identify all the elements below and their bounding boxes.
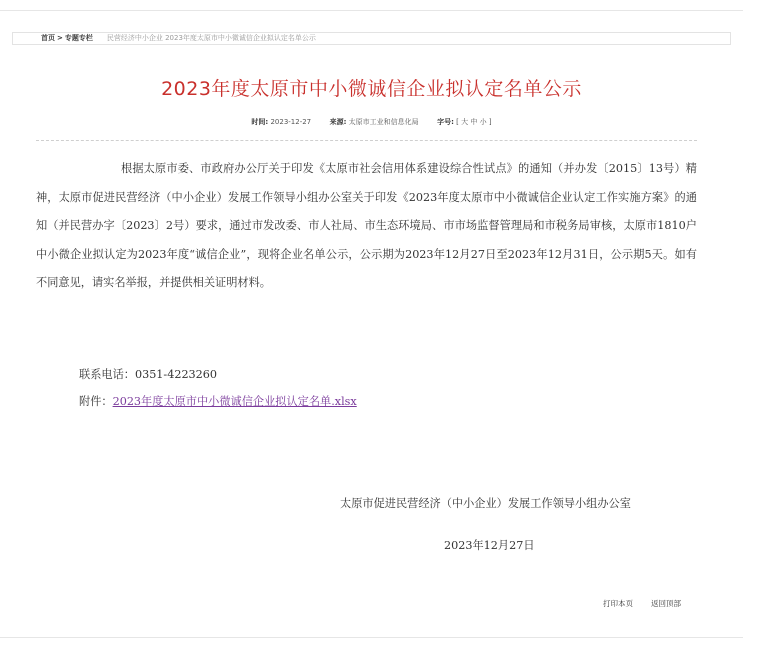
breadcrumb-current: 民营经济中小企业 2023年度太原市中小微诚信企业拟认定名单公示 bbox=[106, 34, 316, 42]
time-label: 时间: bbox=[251, 118, 269, 126]
source-label: 来源: bbox=[329, 118, 347, 126]
signature-date: 2023年12月27日 bbox=[444, 539, 535, 552]
font-size-close-bracket: ] bbox=[488, 118, 492, 126]
font-size-large-button[interactable]: 大 bbox=[461, 118, 469, 126]
font-size-medium-button[interactable]: 中 bbox=[470, 118, 478, 126]
footer-links bbox=[603, 598, 681, 609]
print-page-button[interactable]: 打印本页 bbox=[603, 599, 633, 608]
article-title: 2023年度太原市中小微诚信企业拟认定名单公示 bbox=[161, 78, 582, 100]
body-paragraph: 根据太原市委、市政府办公厅关于印发《太原市社会信用体系建设综合性试点》的通知（并办发〔2015〕13号）精神，太原市促进民营经济（中小企业）发展工作领导小组办公室关于印发《2023年度太原市中小微诚信企业认定工作实施方案》的通知（并民营办字〔2023〕2号）要求，通过市发改委、市人社局、市生态环境局、市市场监督管理局和市税务局审核，太原市1810户中小微企业拟认定为2023年度“诚信企业”，现将企业名单公示，公示期为2023年12月27日至2023年12月31日，公示期5天。如有不同意见，请实名举报，并提供相关证明材料。 bbox=[36, 162, 697, 289]
contact-label: 联系电话： bbox=[79, 368, 135, 381]
attachment-label: 附件： bbox=[79, 395, 113, 408]
source-value: 太原市工业和信息化局 bbox=[348, 118, 419, 126]
bottom-divider bbox=[0, 637, 743, 638]
article-body bbox=[36, 155, 697, 298]
meta-divider bbox=[36, 140, 697, 141]
back-to-top-button[interactable]: 返回顶部 bbox=[651, 599, 681, 608]
breadcrumb bbox=[12, 32, 731, 45]
contact-line bbox=[79, 366, 217, 382]
top-divider bbox=[0, 10, 743, 11]
article-meta bbox=[0, 117, 743, 127]
breadcrumb-separator: > bbox=[57, 34, 63, 42]
font-size-open-bracket: [ bbox=[456, 118, 459, 126]
signature: 太原市促进民营经济（中小企业）发展工作领导小组办公室 bbox=[340, 497, 631, 510]
attachment-line bbox=[79, 393, 357, 409]
attachment-link[interactable]: 2023年度太原市中小微诚信企业拟认定名单.xlsx bbox=[112, 395, 357, 408]
time-value: 2023-12-27 bbox=[270, 118, 312, 126]
breadcrumb-section-link[interactable]: 专题专栏 bbox=[64, 34, 93, 42]
breadcrumb-home-link[interactable]: 首页 bbox=[41, 34, 55, 42]
font-size-small-button[interactable]: 小 bbox=[479, 118, 487, 126]
font-size-label: 字号: bbox=[437, 118, 454, 126]
contact-phone: 0351-4223260 bbox=[134, 368, 218, 381]
